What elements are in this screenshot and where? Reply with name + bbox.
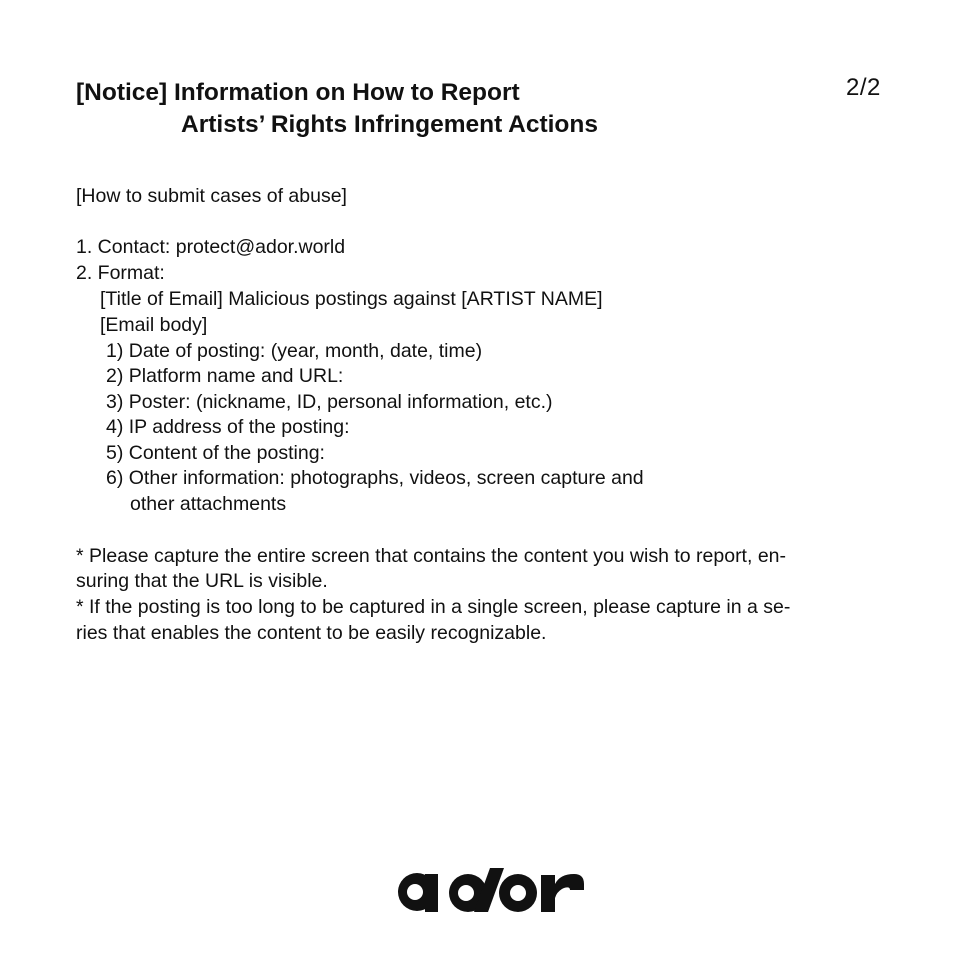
list-item: 5) Content of the posting: [106,442,325,464]
email-title-line: [Title of Email] Malicious postings against [ARTIST NAME] [100,288,603,310]
list-item: 1) Date of posting: (year, month, date, time) [106,340,483,362]
notice-title-line-1: [Notice] Information on How to Report [76,79,520,106]
page-number: 2/2 [846,74,881,101]
list-item: 2) Platform name and URL: [106,365,344,387]
section-heading: [How to submit cases of abuse] [76,185,347,207]
ador-logo [392,864,588,916]
note-1-line-1: * Please capture the entire screen that contains the content you wish to report, en- [76,545,786,567]
format-label: 2. Format: [76,262,165,284]
list-item: 3) Poster: (nickname, ID, personal information, etc.) [106,391,553,413]
notice-title-line-2: Artists’ Rights Infringement Actions [181,111,598,138]
note-2-line-1: * If the posting is too long to be captured in a single screen, please capture in a se- [76,596,791,618]
list-item: 4) IP address of the posting: [106,416,350,438]
list-item: 6) Other information: photographs, videos, screen capture and [106,467,644,489]
note-1-line-2: suring that the URL is visible. [76,570,328,592]
email-body-label: [Email body] [100,314,208,336]
note-2-line-2: ries that enables the content to be easily recognizable. [76,622,547,644]
contact-line: 1. Contact: protect@ador.world [76,236,346,258]
list-item-continuation: other attachments [130,493,287,515]
